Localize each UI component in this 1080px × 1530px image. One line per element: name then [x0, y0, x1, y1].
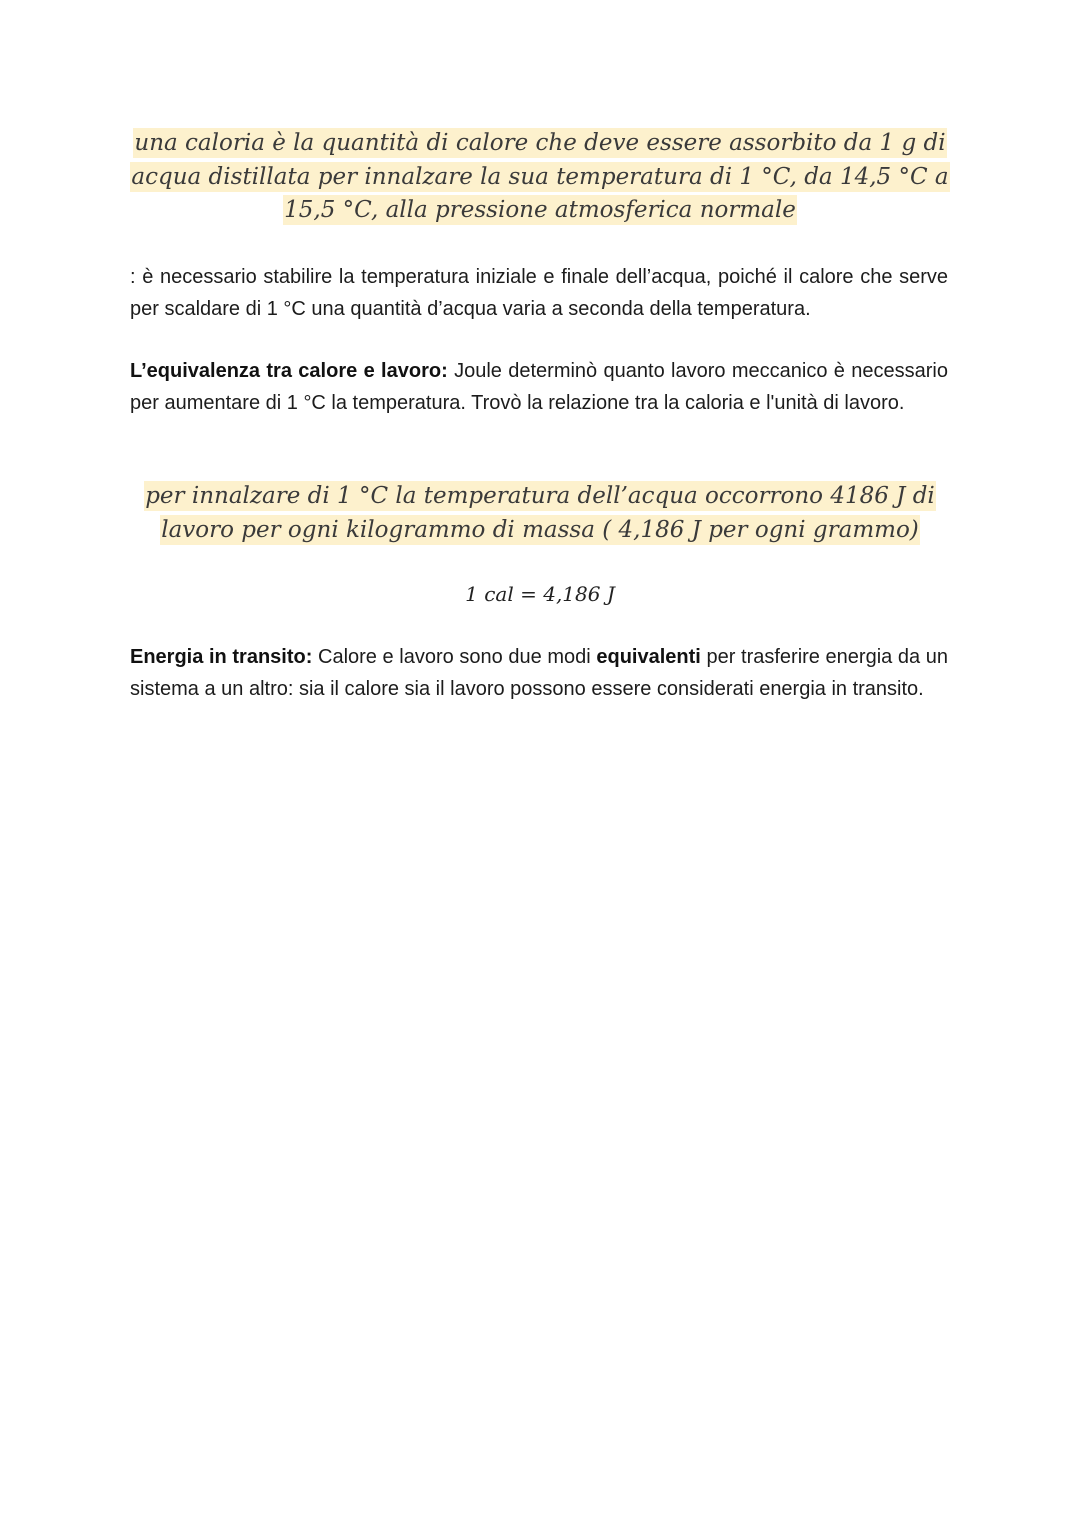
equivalence-paragraph — [130, 356, 948, 419]
energy-transit-heading: Energia in transito: — [130, 646, 313, 668]
joule-quote-text: per innalzare di 1 °C la temperatura dell’acqua occorrono 4186 J di lavoro per ogni kilogrammo di massa ( 4,186 J per ogni grammo) — [145, 483, 935, 543]
calorie-definition-text: una caloria è la quantità di calore che deve essere assorbito da 1 g di acqua distillata per innalzare la sua temperatura di 1 °C, da 14,5 °C a 15,5 °C, alla pressione atmosferica normale — [131, 130, 949, 223]
joule-quote — [130, 480, 950, 547]
energy-transit-text-2: per trasferire energia da un sistema a un altro: sia il calore sia il lavoro possono essere considerati energia in transito. — [130, 646, 949, 700]
equivalenti-emphasis: equivalenti — [596, 646, 701, 668]
energy-transit-paragraph — [130, 642, 948, 705]
equivalence-text: Joule determinò quanto lavoro meccanico è necessario per aumentare di 1 °C la temperatura. Trovò la relazione tra la caloria e l'unità di lavoro. — [130, 360, 948, 414]
energy-transit-text-1: Calore e lavoro sono due modi — [312, 646, 597, 668]
calorie-joule-formula: 1 cal = 4,186 J — [465, 582, 615, 606]
temperature-note-paragraph: : è necessario stabilire la temperatura iniziale e finale dell’acqua, poiché il calore che serve per scaldare di 1 °C una quantità d’acqua varia a seconda della temperatura. — [130, 266, 948, 320]
calorie-definition-quote — [130, 127, 950, 228]
equivalence-heading: L’equivalenza tra calore e lavoro: — [130, 360, 448, 382]
